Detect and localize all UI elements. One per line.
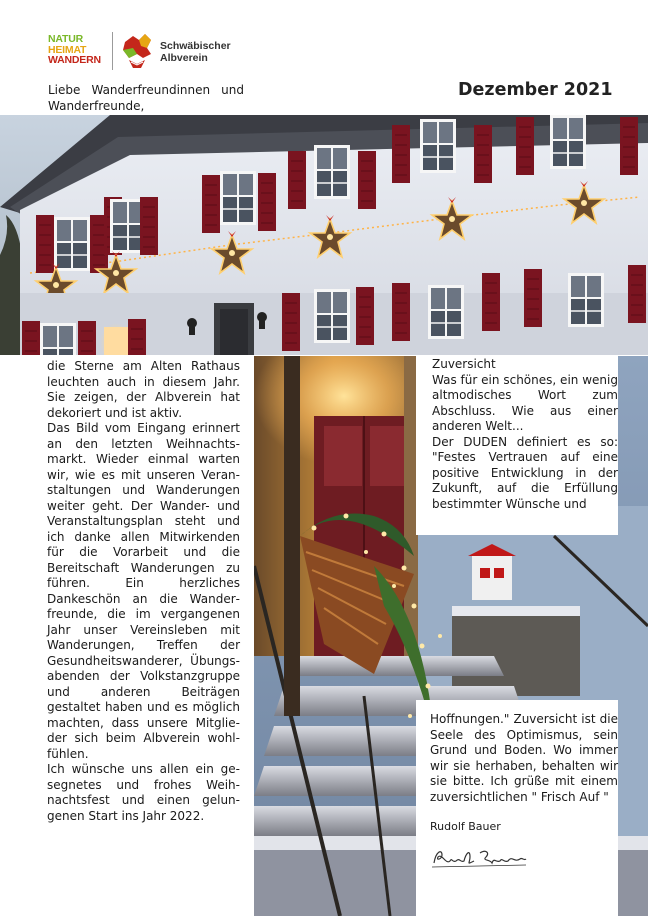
albverein-emblem-icon — [119, 28, 155, 70]
zuversicht-paragraph-3: Hoffnungen." Zuversicht ist die Seele des Optimismus, sein Grund und Boden. Wo immer wir sie herhaben, behalten wir sie bitte. Ich grüße mit einem zuversichtlichen " Frisch Auf " — [430, 712, 618, 804]
logo-line-natur: NATUR — [48, 33, 83, 45]
left-text-column — [47, 359, 240, 824]
zuversicht-box-bottom — [416, 700, 618, 916]
paragraph-wishes: Ich wünsche uns allen ein gesegnetes und frohes Weihnachtsfest und einen gelungenen Start ins Jahr 2022. — [47, 762, 240, 823]
schwaebischer-albverein-logo — [160, 40, 231, 64]
handwritten-signature-icon — [430, 843, 530, 871]
month-title: Dezember 2021 — [458, 80, 613, 100]
logo-line-wandern: WANDERN — [48, 54, 101, 66]
natur-heimat-wandern-logo — [48, 34, 101, 66]
org-line-1: Schwäbischer — [160, 40, 231, 52]
zuversicht-box-top — [416, 355, 618, 535]
zuversicht-paragraph-1: Was für ein schönes, ein wenig altmodisches Wort zum Abschluss. Wie aus einer anderen Welt... — [432, 372, 618, 433]
zuversicht-heading: Zuversicht — [432, 357, 496, 371]
org-line-2: Albverein — [160, 52, 208, 64]
paragraph-intro: die Sterne am Alten Rathaus leuchten auch in diesem Jahr. Sie zeigen, der Albverein hat dekoriert und ist aktiv. — [47, 359, 240, 420]
greeting: Liebe Wanderfreundinnen und Wanderfreunde, — [48, 83, 244, 113]
author-name: Rudolf Bauer — [430, 820, 501, 833]
zuversicht-paragraph-2: Der DUDEN definiert es so: "Festes Vertrauen auf eine positive Entwicklung in der Zukunft, auf die Erfüllung bestimmter Wünsche und — [432, 434, 618, 511]
rathaus-photo — [0, 115, 648, 355]
logo-line-heimat: HEIMAT — [48, 43, 87, 56]
paragraph-thanks: Das Bild vom Eingang erinnert an den letzten Weihnachtsmarkt. Wieder einmal warten wir, wie es mit unseren Veranstaltungen und Wanderungen weiter geht. Der Wander- und Veranstaltungsplan steht und ich danke allen Mitwirkenden für die Vorarbeit und die Bereitschaft Wanderungen zu führen. Ein herzliches Dankeschön an die Wanderfreunde, die im vergangenen Jahr unser Vereinsleben mit Wanderungen, Treffen der Gesundheitswanderer, Übungsabenden der Volkstanzgruppe und anderen Beiträgen gestaltet haben und es möglich machten, dass unsere Mitglieder sich beim Albverein wohlfühlen. — [47, 421, 240, 761]
logo-divider — [112, 32, 113, 70]
